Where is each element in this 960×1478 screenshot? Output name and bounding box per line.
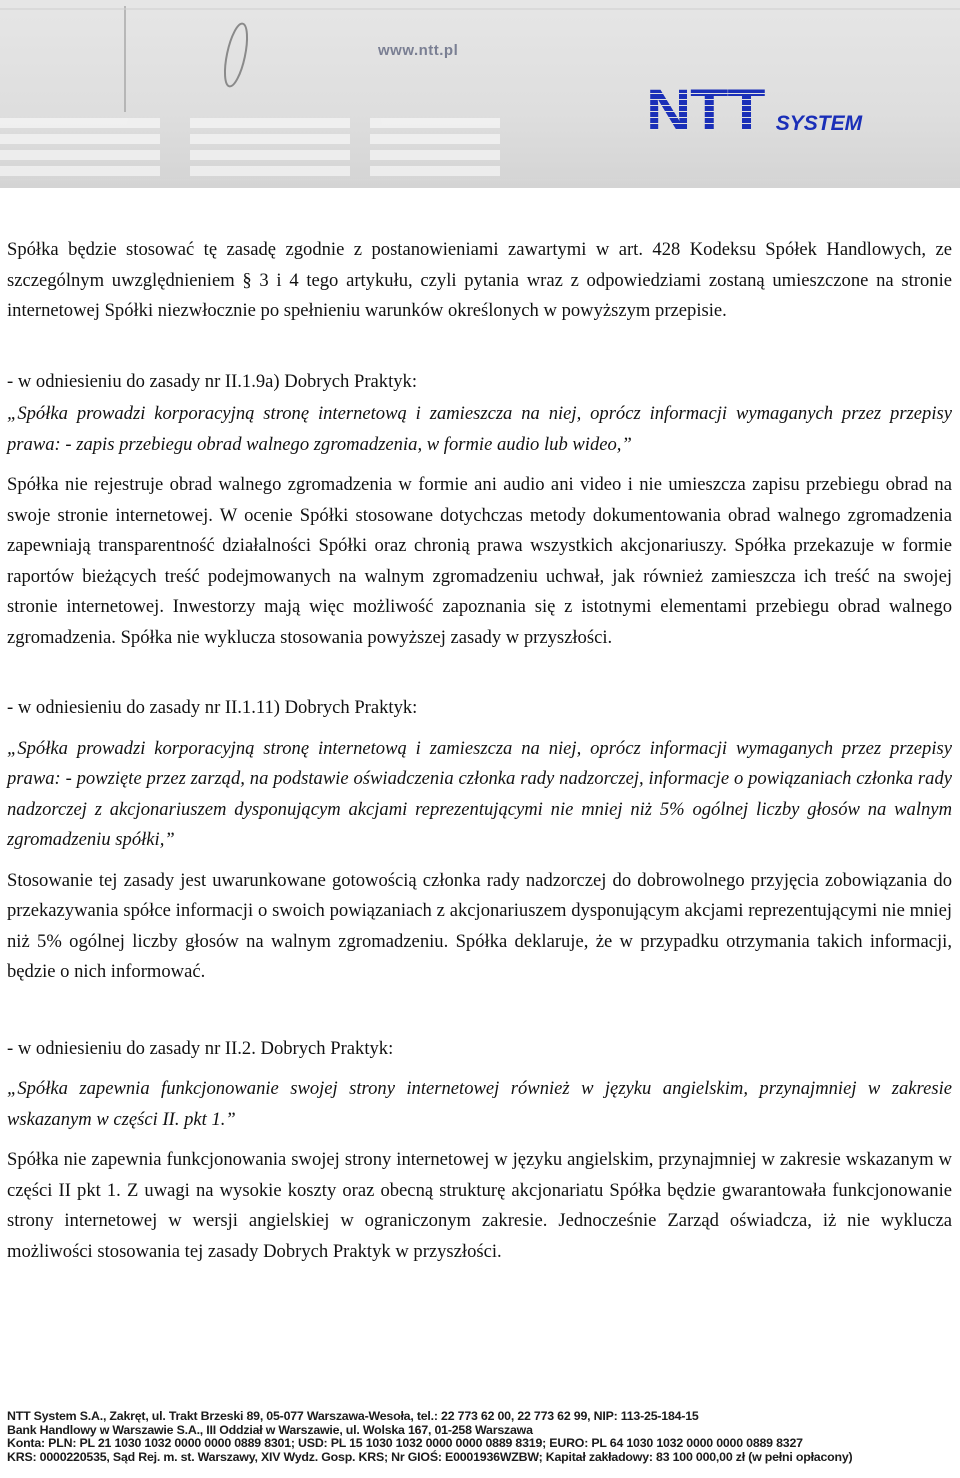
footer-address-line: NTT System S.A., Zakręt, ul. Trakt Brzeski 89, 05-077 Warszawa-Wesoła, tel.: 22 773 62 00, 22 773 62 99, NIP: 113-25-184-15 [7, 1409, 699, 1423]
company-footer [7, 1410, 957, 1464]
logo-system-text: SYSTEM [775, 112, 863, 135]
principle-ref-ii-2: - w odniesieniu do zasady nr II.2. Dobrych Praktyk: [7, 1037, 394, 1059]
footer-accounts-line: Konta: PLN: PL 21 1030 1032 0000 0000 0889 8301; USD: PL 15 1030 1032 0000 0000 0889 8319; EURO: PL 64 1030 1032 0000 0000 0889 8327 [7, 1436, 803, 1451]
logo-ntt-text: NTT [646, 78, 765, 143]
principle-quote-ii-1-11: „Spółka prowadzi korporacyjną stronę internetową i zamieszcza na niej, oprócz informacji wymaganych przez przepisy prawa: - powzięte przez zarząd, na podstawie oświadczenia członka rady nadzorczej, informacje o powiązaniach członka rady nadzorczej z akcjonariuszem dysponującym akcjami reprezentującymi nie mniej niż 5% ogólnej liczby głosów na walnym zgromadzeniu spółki,” [7, 737, 952, 850]
principle-ref-ii-1-9a: - w odniesieniu do zasady nr II.1.9a) Dobrych Praktyk: [7, 370, 417, 392]
paragraph-art-428: Spółka będzie stosować tę zasadę zgodnie z postanowieniami zawartymi w art. 428 Kodeksu Spółek Handlowych, ze szczególnym uwzględnieniem § 3 i 4 tego artykułu, czyli pytania wraz z odpowiedziami zostaną umieszczone na stronie internetowej Spółki niezwłocznie po spełnieniu warunków określonych w powyższym przepisie. [7, 239, 952, 321]
footer-registry-line: KRS: 0000220535, Sąd Rej. m. st. Warszawy, XIV Wydz. Gosp. KRS; Nr GIOŚ: E0001936WZBW; Kapitał zakładowy: 83 100 000,00 zł (w pełni opłacony) [7, 1449, 853, 1464]
website-url: www.ntt.pl [378, 42, 459, 59]
footer-bank-line: Bank Handlowy w Warszawie S.A., III Oddział w Warszawie, ul. Wolska 167, 01-258 Warszawa [7, 1422, 533, 1437]
principle-quote-ii-1-9a: „Spółka prowadzi korporacyjną stronę internetową i zamieszcza na niej, oprócz informacji wymaganych przez przepisy prawa: - zapis przebiegu obrad walnego zgromadzenia, w formie audio lub wideo,” [7, 403, 952, 455]
ntt-system-logo [646, 78, 863, 143]
document-body [7, 235, 952, 1267]
letterhead [0, 0, 960, 188]
paragraph-ii-1-11-response: Stosowanie tej zasady jest uwarunkowane gotowością członka rady nadzorczej do dobrowolnego przyjęcia zobowiązania do przekazywania spółce informacji o swoich powiązaniach z akcjonariuszem dysponującym akcjami reprezentującymi nie mniej niż 5% ogólnej liczby głosów na walnym zgromadzeniu. Spółka deklaruje, że w przypadku otrzymania takich informacji, będzie o nich informować. [7, 869, 952, 982]
principle-ref-ii-1-11: - w odniesieniu do zasady nr II.1.11) Dobrych Praktyk: [7, 697, 418, 718]
paragraph-ii-2-response: Spółka nie zapewnia funkcjonowania swojej strony internetowej w języku angielskim, przynajmniej w zakresie wskazanym w części II pkt 1. Z uwagi na wysokie koszty oraz obecną strukturę akcjonariatu Spółka będzie gwarantowała funkcjonowanie strony internetowej w wersji angielskiej w ograniczonym zakresie. Jednocześnie Zarząd oświadcza, iż nie wyklucza możliwości stosowania tej zasady Dobrych Praktyk w przyszłości. [7, 1149, 952, 1262]
paragraph-ii-1-9a-response: Spółka nie rejestruje obrad walnego zgromadzenia w formie ani audio ani video i nie umieszcza zapisu przebiegu obrad na swoje stronie internetowej. W ocenie Spółki stosowane dotychczas metody dokumentowania obrad walnego zgromadzenia zapewniają transparentność działalności Spółki oraz chronią prawa wszystkich akcjonariuszy. Spółka przekazuje w formie raportów bieżących treść podejmowanych na walnym zgromadzeniu uchwał, jak również zamieszcza ich treść na swojej stronie internetowej. Inwestorzy mają więc możliwość zapoznania się z istotnymi elementami przebiegu obrad walnego zgromadzenia. Spółka nie wyklucza stosowania powyższej zasady w przyszłości. [7, 474, 952, 648]
principle-quote-ii-2: „Spółka zapewnia funkcjonowanie swojej strony internetowej również w języku angielskim, przynajmniej w zakresie wskazanym w części II. pkt 1.” [7, 1078, 952, 1130]
